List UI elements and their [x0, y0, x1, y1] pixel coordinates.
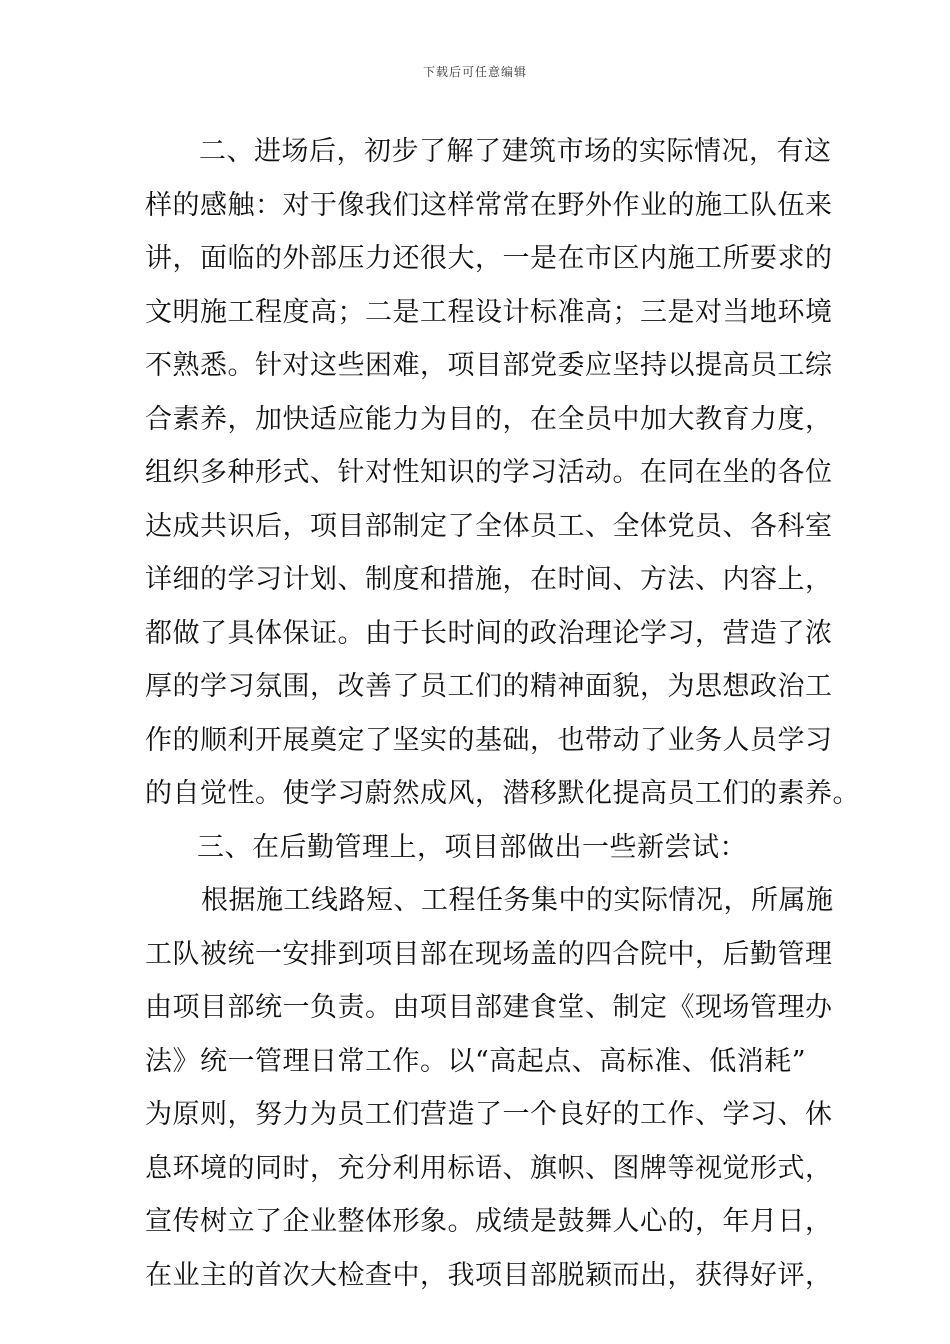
paragraph-line: 二、进场后，初步了解了建筑市场的实际情况，有这 [199, 136, 832, 167]
paragraph-line: 组织多种形式、针对性知识的学习活动。在同在坐的各位 [145, 457, 833, 488]
paragraph-line: 息环境的同时，充分利用标语、旗帜、图牌等视觉形式， [145, 1152, 833, 1184]
paragraph-line: 的自觉性。使学习蔚然成风，潜移默化提高员工们的素养。 [145, 778, 860, 809]
paragraph-line: 为原则，努力为员工们营造了一个良好的工作、学习、休 [145, 1099, 833, 1130]
document-body [145, 125, 860, 1302]
paragraph-line: 工队被统一安排到项目部在现场盖的四合院中，后勤管理 [145, 938, 833, 970]
paragraph-line: 根据施工线路短、工程任务集中的实际情况，所属施 [201, 885, 834, 916]
paragraph-line: 由项目部统一负责。由项目部建食堂、制定《现场管理办 [145, 992, 833, 1023]
paragraph-line: 样的感触：对于像我们这样常常在野外作业的施工队伍来 [145, 189, 833, 221]
section-heading: 三、在后勤管理上，项目部做出一些新尝试： [197, 831, 747, 863]
paragraph-line: 作的顺利开展奠定了坚实的基础，也带动了业务人员学习 [145, 724, 833, 756]
paragraph-line: 合素养，加快适应能力为目的，在全员中加大教育力度， [145, 403, 833, 435]
paragraph-line: 详细的学习计划、制度和措施，在时间、方法、内容上， [145, 564, 833, 595]
paragraph-line: 讲，面临的外部压力还很大，一是在市区内施工所要求的 [145, 243, 833, 274]
paragraph-line: 在业主的首次大检查中，我项目部脱颖而出，获得好评， [145, 1259, 833, 1291]
page-header: 下载后可任意编辑 [422, 65, 527, 79]
paragraph-line: 文明施工程度高；二是工程设计标准高；三是对当地环境 [145, 296, 833, 328]
paragraph-line: 厚的学习氛围，改善了员工们的精神面貌，为思想政治工 [145, 671, 833, 702]
paragraph-line: 达成共识后，项目部制定了全体员工、全体党员、各科室 [145, 510, 833, 542]
paragraph-line: 宣传树立了企业整体形象。成绩是鼓舞人心的，年月日， [145, 1206, 833, 1237]
paragraph-line: 不熟悉。针对这些困难，项目部党委应坚持以提高员工综 [145, 350, 833, 381]
paragraph-line: 都做了具体保证。由于长时间的政治理论学习，营造了浓 [145, 617, 833, 649]
paragraph-line: 法》统一管理日常工作。以“高起点、高标准、低消耗” [145, 1045, 807, 1077]
